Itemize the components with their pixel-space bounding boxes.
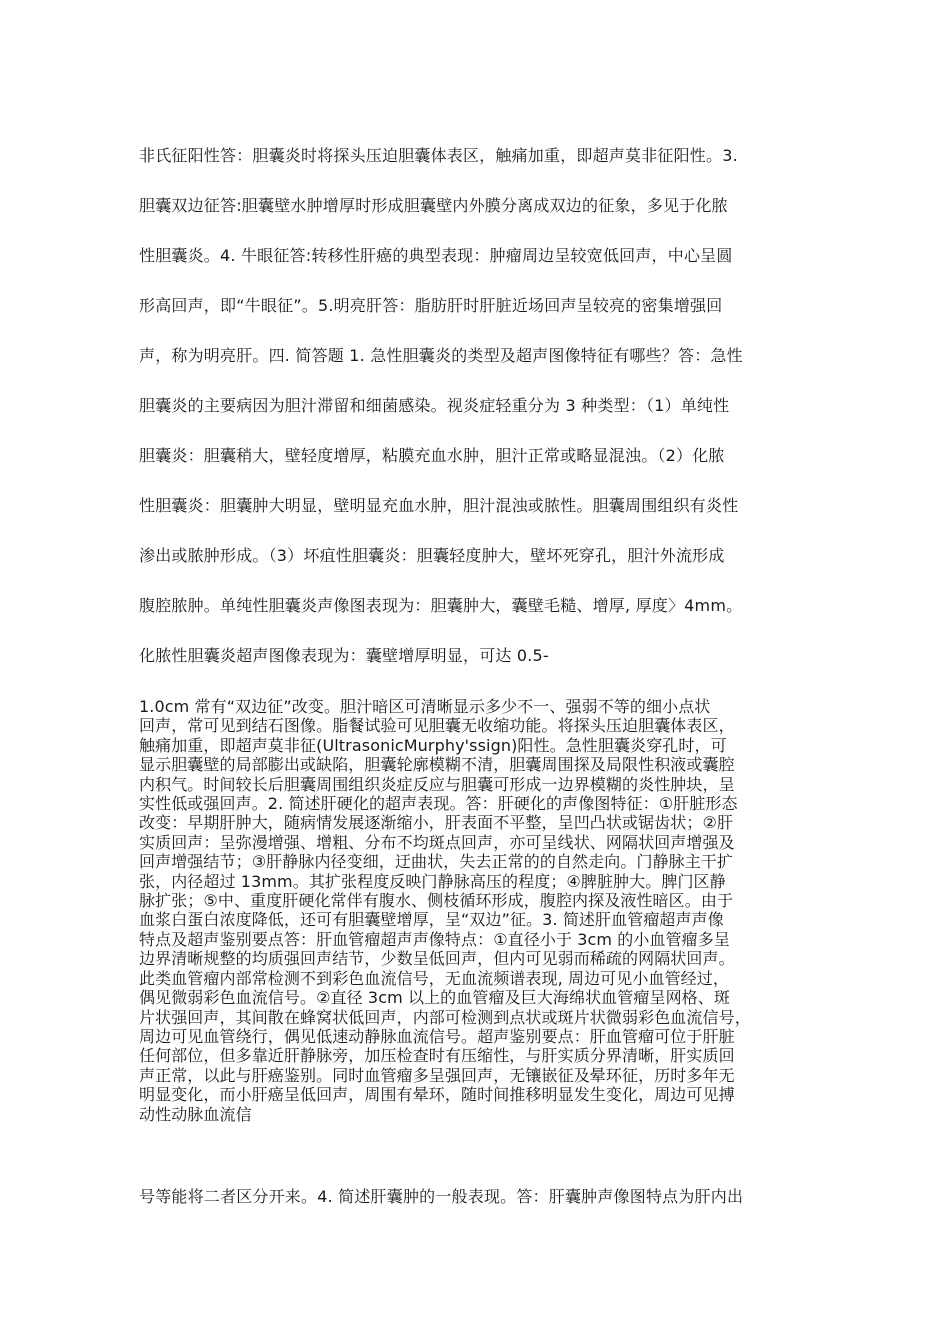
text-line: 胆囊双边征答:胆囊壁水肿增厚时形成胆囊壁内外膜分离成双边的征象，多见于化脓 — [139, 196, 728, 215]
text-line: 形高回声，即“牛眼征”。5.明亮肝答：脂肪肝时肝脏近场回声呈较亮的密集增强回 — [139, 296, 723, 315]
text-line: 任何部位，但多靠近肝静脉旁，加压检查时有压缩性，与肝实质分界清晰，肝实质回 — [139, 1046, 735, 1066]
text-line: 动性动脉血流信 — [139, 1104, 252, 1124]
text-line: 性胆囊炎：胆囊肿大明显，壁明显充血水肿，胆汁混浊或脓性。胆囊周围组织有炎性 — [139, 496, 739, 515]
text-line: 片状强回声，其间散在蜂窝状低回声，内部可检测到点状或斑片状微弱彩色血流信号， — [139, 1007, 751, 1027]
text-line: 1.0cm 常有“双边征”改变。胆汁暗区可清晰显示多少不一、强弱不等的细小点状 — [139, 697, 711, 716]
text-line: 性胆囊炎。4. 牛眼征答:转移性肝癌的典型表现：肿瘤周边呈较宽低回声，中心呈圆 — [139, 246, 733, 265]
paragraph-section-2 — [139, 697, 829, 1124]
text-line: 回声，常可见到结石图像。脂餐试验可见胆囊无收缩功能。将探头压迫胆囊体表区， — [139, 716, 735, 736]
text-line: 周边可见血管绕行，偶见低速动静脉血流信号。超声鉴别要点：肝血管瘤可位于肝脏 — [139, 1026, 735, 1046]
text-line: 胆囊炎的主要病因为胆汁滞留和细菌感染。视炎症轻重分为 3 种类型：（1）单纯性 — [139, 396, 730, 415]
text-line: 渗出或脓肿形成。（3）坏疽性胆囊炎：胆囊轻度肿大，壁坏死穿孔，胆汁外流形成 — [139, 546, 725, 565]
text-line: 实性低或强回声。2. 简述肝硬化的超声表现。答：肝硬化的声像图特征：①肝脏形态 — [139, 794, 738, 814]
text-line: 号等能将二者区分开来。4. 简述肝囊肿的一般表现。答：肝囊肿声像图特点为肝内出 — [139, 1187, 744, 1206]
text-line: 回声增强结节；③肝静脉内径变细，迂曲状，失去正常的的自然走向。门静脉主干扩 — [139, 852, 734, 872]
text-line: 化脓性胆囊炎超声图像表现为：囊壁增厚明显，可达 0.5- — [139, 646, 549, 665]
text-line: 触痛加重，即超声莫非征(UltrasonicMurphy'ssign)阳性。急性胆囊炎穿孔时，可 — [139, 735, 727, 755]
text-line: 声，称为明亮肝。四. 简答题 1. 急性胆囊炎的类型及超声图像特征有哪些？答：急性 — [139, 346, 743, 365]
text-line: 改变：早期肝肿大，随病情发展逐渐缩小，肝表面不平整，呈凹凸状或锯齿状；②肝 — [139, 813, 734, 833]
text-line: 内积气。时间较长后胆囊周围组织炎症反应与胆囊可形成一边界模糊的炎性肿块，呈 — [139, 774, 735, 794]
text-line: 血浆白蛋白浓度降低，还可有胆囊壁增厚，呈“双边”征。3. 简述肝血管瘤超声声像 — [139, 910, 724, 930]
text-line: 张，内径超过 13mm。其扩张程度反映门静脉高压的程度；④脾脏肿大。脾门区静 — [139, 871, 726, 891]
text-line: 腹腔脓肿。单纯性胆囊炎声像图表现为：胆囊肿大，囊壁毛糙、增厚, 厚度〉4mm。 — [139, 596, 743, 615]
text-line: 脉扩张；⑤中、重度肝硬化常伴有腹水、侧枝循环形成，腹腔内探及液性暗区。由于 — [139, 891, 734, 911]
text-line: 特点及超声鉴别要点答：肝血管瘤超声声像特点：①直径小于 3cm 的小血管瘤多呈 — [139, 929, 730, 949]
text-line: 声正常，以此与肝癌鉴别。同时血管瘤多呈强回声，无镶嵌征及晕环征，历时多年无 — [139, 1065, 735, 1085]
text-line: 偶见微弱彩色血流信号。②直径 3cm 以上的血管瘤及巨大海绵状血管瘤呈网格、斑 — [139, 988, 730, 1008]
text-line: 显示胆囊壁的局部膨出或缺陷，胆囊轮廓模糊不清，胆囊周围探及局限性积液或囊腔 — [139, 755, 735, 775]
text-line: 此类血管瘤内部常检测不到彩色血流信号，无血流频谱表现, 周边可见小血管经过， — [139, 968, 729, 988]
text-line: 非氏征阳性答：胆囊炎时将探头压迫胆囊体表区，触痛加重，即超声莫非征阳性。3. — [139, 146, 738, 165]
text-line: 边界清晰规整的均质强回声结节，少数呈低回声，但内可见弱而稀疏的网隔状回声。 — [139, 949, 735, 969]
text-line: 实质回声：呈弥漫增强、增粗、分布不均斑点回声，亦可呈线状、网隔状回声增强及 — [139, 832, 735, 852]
text-line: 明显变化，而小肝癌呈低回声，周围有晕环，随时间推移明显发生变化，周边可见搏 — [139, 1085, 735, 1105]
text-line: 胆囊炎：胆囊稍大，壁轻度增厚，粘膜充血水肿，胆汁正常或略显混浊。（2）化脓 — [139, 446, 725, 465]
